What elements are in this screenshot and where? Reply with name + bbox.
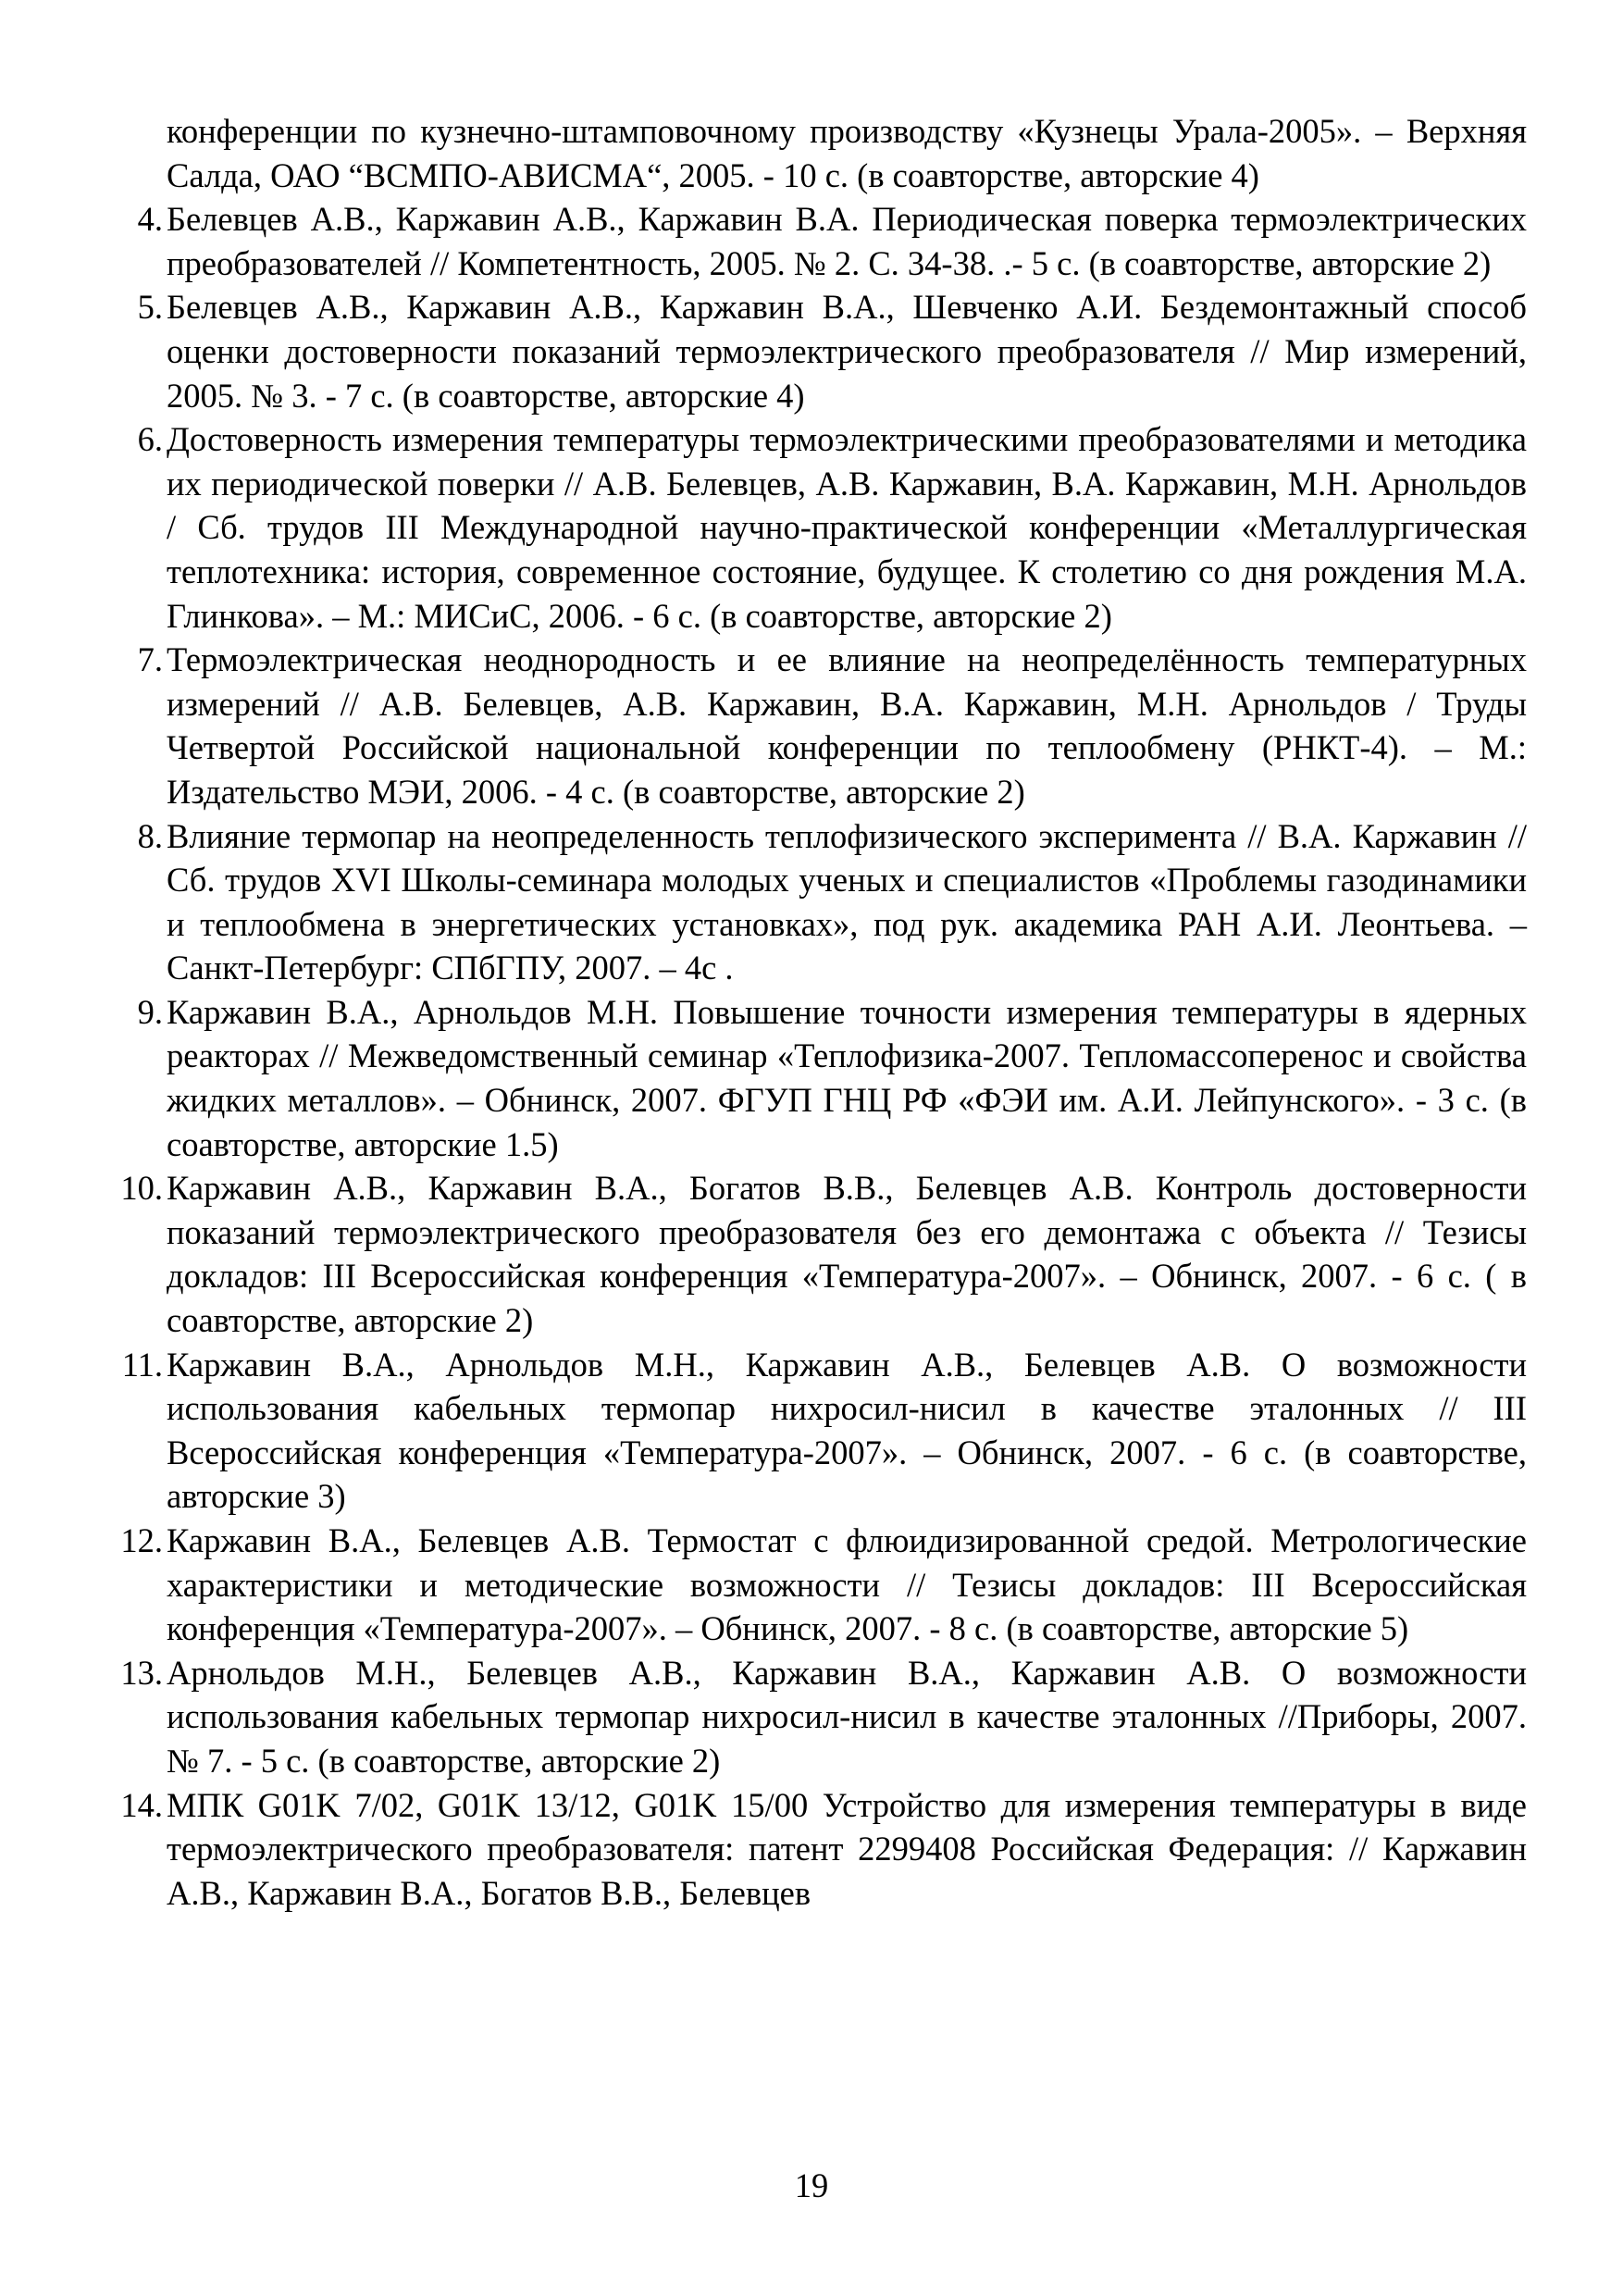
reference-number: 14. (120, 1785, 163, 1824)
reference-text: Термоэлектрическая неоднородность и ее влияние на неопределённость температурных измерений // А.В. Белевцев, А.В. Каржавин, В.А. Каржавин, М.Н. Арнольдов / Труды Четвертой Российской национальной конференции по теплообмену (РНКТ-4). – М.: Издательство МЭИ, 2006. - 4 с. (в соавторстве, авторские 2) (167, 640, 1527, 811)
reference-number: 12. (120, 1521, 163, 1559)
reference-item-13 (111, 1651, 1527, 1783)
reference-text: МПК G01K 7/02, G01K 13/12, G01K 15/00 Устройство для измерения температуры в виде термоэлектрического преобразователя: патент 2299408 Российская Федерация: // Каржавин А.В., Каржавин В.А., Богатов В.В., Белевцев (167, 1785, 1527, 1912)
reference-item-5 (111, 285, 1527, 417)
reference-text: Каржавин А.В., Каржавин В.А., Богатов В.В., Белевцев А.В. Контроль достоверности показаний термоэлектрического преобразователя без его демонтажа с объекта // Тезисы докладов: III Всероссийская конференция «Температура-2007». – Обнинск, 2007. - 6 с. ( в соавторстве, авторские 2) (167, 1169, 1527, 1340)
reference-number: 4. (137, 200, 163, 239)
reference-text: Влияние термопар на неопределенность теплофизического эксперимента // В.А. Каржавин // Сб. трудов XVI Школы-семинара молодых ученых и специалистов «Проблемы газодинамики и теплообмена в энергетических установках», под рук. академика РАН А.И. Леонтьева. – Санкт-Петербург: СПбГПУ, 2007. – 4с . (167, 816, 1527, 987)
reference-item-9 (111, 990, 1527, 1166)
reference-text: конференции по кузнечно-штамповочному производству «Кузнецы Урала-2005». – Верхняя Салда, ОАО “ВСМПО-АВИСМА“, 2005. - 10 с. (в соавторстве, авторские 4) (167, 112, 1527, 194)
reference-text: Каржавин В.А., Белевцев А.В. Термостат с флюидизированной средой. Метрологические характеристики и методические возможности // Тезисы докладов: III Всероссийская конференция «Температура-2007». – Обнинск, 2007. - 8 с. (в соавторстве, авторские 5) (167, 1521, 1527, 1648)
reference-item-14 (111, 1783, 1527, 1916)
reference-text: Белевцев А.В., Каржавин А.В., Каржавин В.А. Периодическая поверка термоэлектрических преобразователей // Компетентность, 2005. № 2. С. 34-38. .- 5 с. (в соавторстве, авторские 2) (167, 200, 1527, 282)
reference-number: 7. (137, 640, 163, 679)
reference-item-12 (111, 1519, 1527, 1651)
reference-continuation (111, 109, 1527, 197)
reference-number: 13. (120, 1653, 163, 1692)
reference-item-8 (111, 814, 1527, 990)
reference-number: 8. (137, 816, 163, 855)
reference-item-4 (111, 197, 1527, 285)
reference-text: Каржавин В.А., Арнольдов М.Н. Повышение точности измерения температуры в ядерных реакторах // Межведомственный семинар «Теплофизика-2007. Тепломассоперенос и свойства жидких металлов». – Обнинск, 2007. ФГУП ГНЦ РФ «ФЭИ им. А.И. Лейпунского». - 3 с. (в соавторстве, авторские 1.5) (167, 992, 1527, 1163)
reference-list (111, 109, 1527, 1915)
reference-number: 6. (137, 420, 163, 459)
reference-number: 10. (120, 1169, 163, 1208)
reference-item-10 (111, 1166, 1527, 1342)
reference-item-7 (111, 638, 1527, 813)
page-number: 19 (794, 2166, 829, 2204)
reference-text: Арнольдов М.Н., Белевцев А.В., Каржавин В.А., Каржавин А.В. О возможности использования кабельных термопар нихросил-нисил в качестве эталонных //Приборы, 2007. № 7. - 5 с. (в соавторстве, авторские 2) (167, 1653, 1527, 1780)
reference-text: Каржавин В.А., Арнольдов М.Н., Каржавин А.В., Белевцев А.В. О возможности использования кабельных термопар нихросил-нисил в качестве эталонных // III Всероссийская конференция «Температура-2007». – Обнинск, 2007. - 6 с. (в соавторстве, авторские 3) (167, 1345, 1527, 1516)
reference-text: Достоверность измерения температуры термоэлектрическими преобразователями и методика их периодической поверки // А.В. Белевцев, А.В. Каржавин, В.А. Каржавин, М.Н. Арнольдов / Сб. трудов III Международной научно-практической конференции «Металлургическая теплотехника: история, современное состояние, будущее. К столетию со дня рождения М.А. Глинкова». – М.: МИСиС, 2006. - 6 с. (в соавторстве, авторские 2) (167, 420, 1527, 635)
reference-number: 5. (137, 288, 163, 327)
reference-text: Белевцев А.В., Каржавин А.В., Каржавин В.А., Шевченко А.И. Бездемонтажный способ оценки достоверности показаний термоэлектрического преобразователя // Мир измерений, 2005. № 3. - 7 с. (в соавторстве, авторские 4) (167, 288, 1527, 415)
reference-item-11 (111, 1343, 1527, 1519)
reference-number: 9. (137, 992, 163, 1031)
reference-number: 11. (121, 1345, 163, 1384)
reference-item-6 (111, 417, 1527, 638)
